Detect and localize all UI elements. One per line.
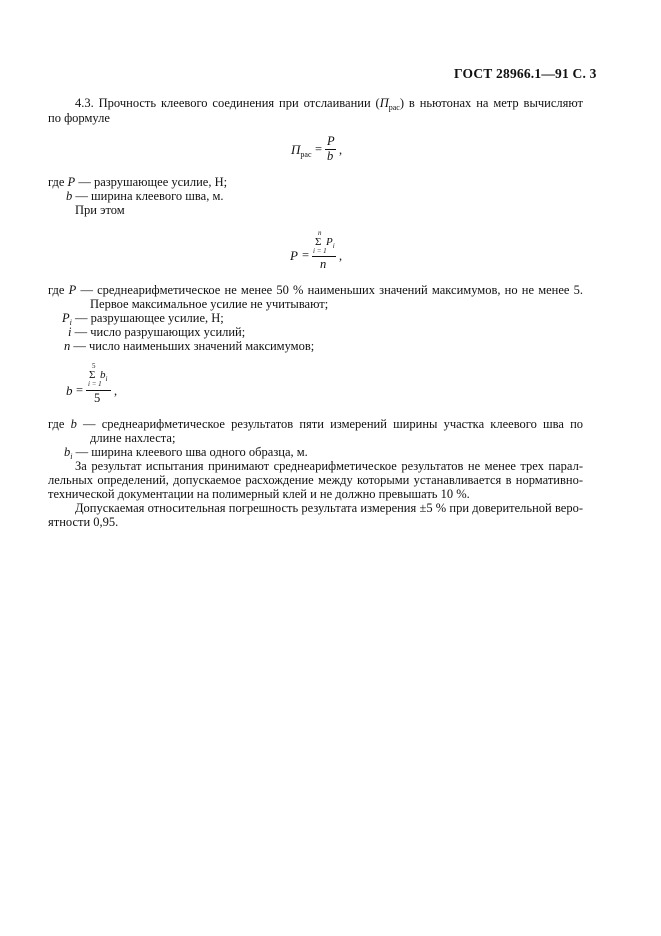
page-header: ГОСТ 28966.1—91 С. 3: [454, 66, 597, 81]
formula-3-sum-var: $b_i$: [100, 369, 108, 383]
formula-3-den: 5: [94, 391, 101, 405]
pri-etom: При этом: [75, 203, 125, 217]
intro-line-2: по формуле: [48, 111, 110, 125]
result-line-3: технической документации на полимерный клей и не должно превышать 10 %.: [48, 487, 470, 501]
where-2-p-cont: Первое максимальное усилие не учитывают;: [90, 297, 329, 311]
formula-2-sum-bottom: i = 1: [313, 247, 327, 255]
formula-1-lhs: $П_{рас}$: [291, 142, 312, 159]
intro-text-a: 4.3. Прочность клеевого соединения при отслаивании (: [75, 96, 380, 110]
result-line-2: лельных определений, допускаемое расхождение между которыми устанавливается в нормативно-: [48, 473, 583, 487]
intro-text-b: ) в ньютонах на метр вычисляют: [399, 96, 583, 110]
error-line-1: Допускаемая относительная погрешность результата измерения ±5 % при доверительной веро-: [75, 501, 583, 515]
formula-1-den: b: [327, 149, 334, 163]
where-2-pi: $P_i$ — разрушающее усилие, Н;: [62, 311, 224, 327]
where-2-p: где P — среднеарифметическое не менее 50 % наименьших значений максимумов, но не менее 5.: [48, 283, 584, 297]
formula-2-tail: ,: [339, 249, 343, 263]
where-3-b: где b — среднеарифметическое результатов пяти измерений ширины участка клеевого шва по: [48, 417, 584, 431]
where-3-b-cont: длине нахлеста;: [90, 431, 176, 445]
formula-3-tail: ,: [114, 384, 118, 398]
where-2-n: n — число наименьших значений максимумов;: [64, 339, 315, 353]
error-line-2: ятности 0,95.: [48, 515, 119, 529]
where-1-p: где P — разрушающее усилие, Н;: [48, 175, 228, 189]
formula-3-lhs: b: [66, 383, 73, 398]
formula-2-sum-var: $P_i$: [326, 236, 335, 250]
formula-3-eq: =: [76, 383, 84, 397]
formula-3-sum-top: 5: [92, 362, 96, 370]
formula-1-tail: ,: [339, 143, 343, 157]
formula-2-den: n: [320, 257, 327, 271]
formula-1-eq: =: [315, 142, 323, 156]
formula-3-sigma: Σ: [89, 369, 96, 381]
formula-3-sum-bottom: i = 1: [88, 380, 102, 388]
formula-2-sum-top: n: [318, 229, 322, 237]
result-line-1: За результат испытания принимают среднеарифметическое результатов не менее трех парал-: [75, 459, 583, 473]
intro-line-1: [75, 96, 583, 112]
where-3-bi: $b_i$ — ширина клеевого шва одного образца, м.: [64, 445, 308, 461]
formula-1-num: P: [327, 134, 335, 148]
intro-symbol-sub: рас: [388, 103, 400, 112]
where-2-i: i — число разрушающих усилий;: [68, 325, 246, 339]
where-1-b: b — ширина клеевого шва, м.: [66, 189, 224, 203]
formula-2-eq: =: [302, 248, 310, 262]
formula-2-lhs: P: [290, 248, 298, 263]
intro-symbol: П: [379, 96, 389, 110]
formula-2-sigma: Σ: [315, 236, 322, 248]
